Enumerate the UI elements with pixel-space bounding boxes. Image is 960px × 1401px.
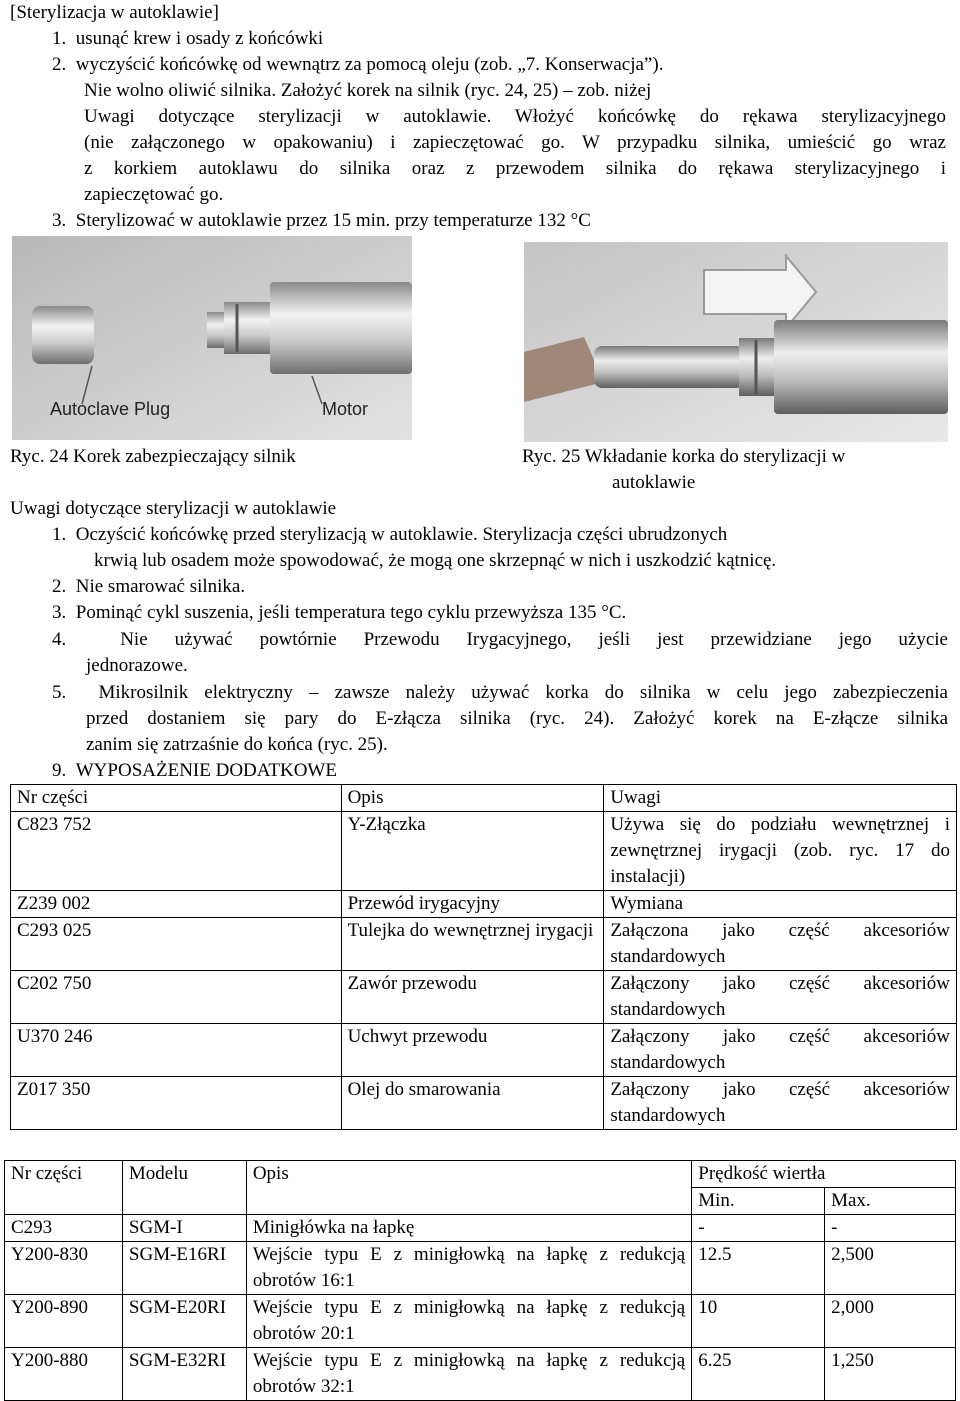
- description-cell: Minigłówka na łapkę: [246, 1215, 691, 1242]
- note-3: 3. Pominąć cykl suszenia, jeśli temperatura tego cyklu przewyższa 135 °C.: [52, 602, 627, 623]
- sterilization-step-2-cont: (nie załączonego w opakowaniu) i zapieczętować go. W przypadku silnika, umieścić go wraz: [84, 132, 946, 153]
- figure-25-caption-cont: autoklawie: [612, 472, 696, 493]
- table-row: [11, 891, 957, 918]
- note-5: 5. Mikrosilnik elektryczny – zawsze należy używać korka do silnika w celu jego zabezpieczenia: [52, 682, 948, 703]
- description-cell: Tulejka do wewnętrznej irygacji: [341, 918, 604, 971]
- remarks-cell: Załączony jako część akcesoriów standardowych: [604, 1077, 957, 1130]
- description-cell: Y-Złączka: [341, 812, 604, 891]
- column-header-part-number: Nr części: [5, 1161, 123, 1215]
- sterilization-step-2-cont: Uwagi dotyczące sterylizacji w autoklawie. Włożyć końcówkę do rękawa sterylizacyjnego: [84, 106, 946, 127]
- sterilization-step-2-cont: z korkiem autoklawu do silnika oraz z przewodem silnika do rękawa sterylizacyjnego i: [84, 158, 946, 179]
- part-number-cell: U370 246: [11, 1024, 342, 1077]
- part-number-cell: C202 750: [11, 971, 342, 1024]
- min-speed-cell: -: [692, 1215, 825, 1242]
- autoclave-plug-label: Autoclave Plug: [50, 399, 171, 419]
- max-speed-cell: 2,000: [825, 1295, 956, 1348]
- figure-24-photo: [12, 236, 412, 440]
- part-number-cell: C823 752: [11, 812, 342, 891]
- column-header-description: Opis: [246, 1161, 691, 1215]
- description-cell: Wejście typu E z minigłowką na łapkę z redukcją obrotów 20:1: [246, 1295, 691, 1348]
- max-speed-cell: 1,250: [825, 1348, 956, 1401]
- sterilization-step-2-cont: zapieczętować go.: [84, 184, 224, 205]
- part-number-cell: Y200-890: [5, 1295, 123, 1348]
- min-speed-cell: 10: [692, 1295, 825, 1348]
- column-header-min: Min.: [692, 1188, 825, 1215]
- table-row: [11, 971, 957, 1024]
- max-speed-cell: 2,500: [825, 1242, 956, 1295]
- model-cell: SGM-E20RI: [122, 1295, 246, 1348]
- note-4: 4. Nie używać powtórnie Przewodu Irygacyjnego, jeśli jest przewidziane jego użycie: [52, 629, 948, 650]
- note-5-cont: przed dostaniem się pary do E-złącza silnika (ryc. 24). Założyć korek na E-złącze silnika: [86, 708, 948, 729]
- note-4-cont: jednorazowe.: [86, 655, 188, 676]
- model-cell: SGM-E32RI: [122, 1348, 246, 1401]
- sterilization-heading: [Sterylizacja w autoklawie]: [10, 2, 219, 23]
- description-cell: Przewód irygacyjny: [341, 891, 604, 918]
- table-row: [11, 812, 957, 891]
- note-5-cont: zanim się zatrzaśnie do końca (ryc. 25).: [86, 734, 388, 755]
- description-cell: Wejście typu E z minigłowką na łapkę z redukcją obrotów 32:1: [246, 1348, 691, 1401]
- table-row: [5, 1215, 956, 1242]
- description-cell: Uchwyt przewodu: [341, 1024, 604, 1077]
- column-header-model: Modelu: [122, 1161, 246, 1215]
- figure-24-caption: Ryc. 24 Korek zabezpieczający silnik: [10, 446, 296, 467]
- remarks-cell: Załączony jako część akcesoriów standardowych: [604, 971, 957, 1024]
- table-row: [5, 1348, 956, 1401]
- remarks-cell: Załączona jako część akcesoriów standardowych: [604, 918, 957, 971]
- table-row: [11, 1024, 957, 1077]
- min-speed-cell: 12.5: [692, 1242, 825, 1295]
- column-header-drill-speed: Prędkość wiertła: [692, 1161, 956, 1188]
- remarks-cell: Używa się do podziału wewnętrznej i zewnętrznej irygacji (zob. ryc. 17 do instalacji): [604, 812, 957, 891]
- autoclave-plug-shape: [32, 306, 94, 364]
- motor-label: Motor: [322, 399, 369, 419]
- model-cell: SGM-I: [122, 1215, 246, 1242]
- description-cell: Wejście typu E z minigłowką na łapkę z redukcją obrotów 16:1: [246, 1242, 691, 1295]
- figure-25-photo: [524, 242, 948, 442]
- sterilization-step-2: 2. wyczyścić końcówkę od wewnątrz za pomocą oleju (zob. „7. Konserwacja”).: [52, 54, 664, 75]
- table-row: [11, 918, 957, 971]
- accessories-table: [10, 784, 957, 1130]
- description-cell: Olej do smarowania: [341, 1077, 604, 1130]
- column-header-remarks: Uwagi: [604, 785, 957, 812]
- notes-heading: Uwagi dotyczące sterylizacji w autoklawie: [10, 498, 337, 519]
- part-number-cell: C293: [5, 1215, 123, 1242]
- model-cell: SGM-E16RI: [122, 1242, 246, 1295]
- column-header-description: Opis: [341, 785, 604, 812]
- description-cell: Zawór przewodu: [341, 971, 604, 1024]
- note-1-cont: krwią lub osadem może spowodować, że mogą one skrzepnąć w nich i uszkodzić kątnicę.: [94, 550, 777, 571]
- section-9-heading: 9. WYPOSAŻENIE DODATKOWE: [52, 760, 337, 781]
- table-row: [5, 1242, 956, 1295]
- part-number-cell: Y200-830: [5, 1242, 123, 1295]
- figure-25-caption: Ryc. 25 Wkładanie korka do sterylizacji w: [522, 446, 846, 467]
- min-speed-cell: 6.25: [692, 1348, 825, 1401]
- part-number-cell: Z239 002: [11, 891, 342, 918]
- max-speed-cell: -: [825, 1215, 956, 1242]
- part-number-cell: C293 025: [11, 918, 342, 971]
- column-header-part-number: Nr części: [11, 785, 342, 812]
- table-header-row: [5, 1161, 956, 1188]
- remarks-cell: Załączony jako część akcesoriów standardowych: [604, 1024, 957, 1077]
- table-row: [11, 1077, 957, 1130]
- note-2: 2. Nie smarować silnika.: [52, 576, 246, 597]
- sterilization-step-2-cont: Nie wolno oliwić silnika. Założyć korek na silnik (ryc. 24, 25) – zob. niżej: [84, 80, 652, 101]
- motor-shape: [270, 282, 412, 374]
- remarks-cell: Wymiana: [604, 891, 957, 918]
- table-header-row: [11, 785, 957, 812]
- speed-table: [4, 1160, 956, 1401]
- sterilization-step-3: 3. Sterylizować w autoklawie przez 15 min. przy temperaturze 132 °C: [52, 210, 591, 231]
- note-1: 1. Oczyścić końcówkę przed sterylizacją w autoklawie. Sterylizacja części ubrudzonych: [52, 524, 728, 545]
- part-number-cell: Y200-880: [5, 1348, 123, 1401]
- sterilization-step-1: 1. usunąć krew i osady z końcówki: [52, 28, 324, 49]
- part-number-cell: Z017 350: [11, 1077, 342, 1130]
- column-header-max: Max.: [825, 1188, 956, 1215]
- table-row: [5, 1295, 956, 1348]
